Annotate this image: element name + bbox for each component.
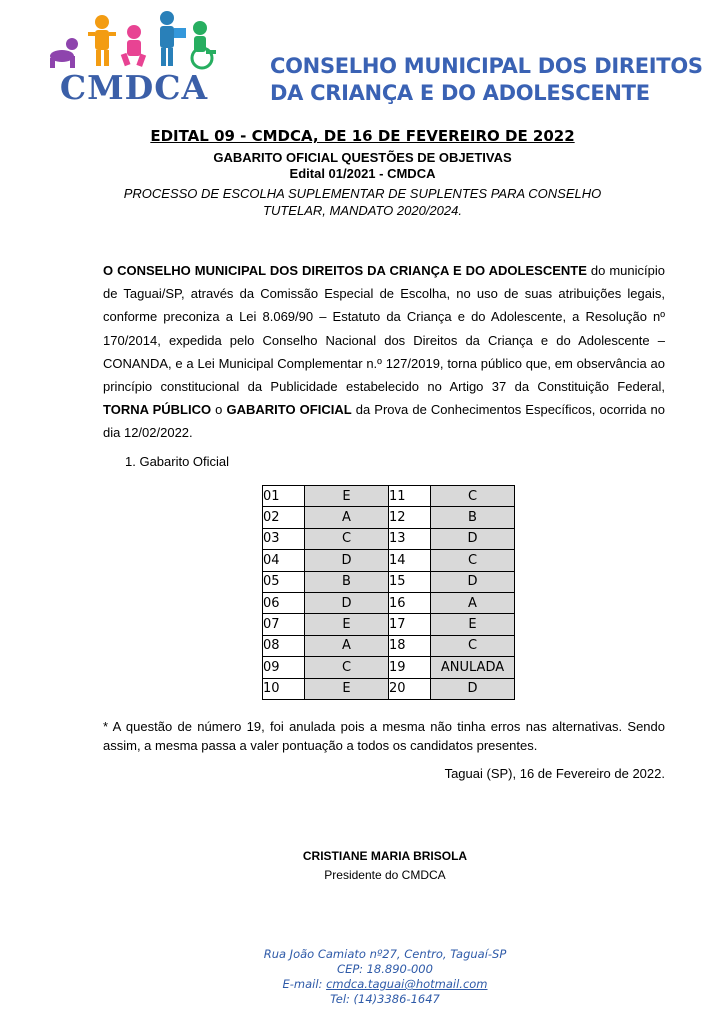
question-number: 14 [389,550,431,571]
answer-cell: C [305,528,389,549]
org-name-line1: CONSELHO MUNICIPAL DOS DIREITOS [270,54,703,78]
table-row [263,614,515,635]
question-number: 08 [263,635,305,656]
table-row [263,571,515,592]
question-number: 12 [389,507,431,528]
table-row [263,528,515,549]
question-number: 07 [263,614,305,635]
answer-cell: A [431,592,515,613]
process-description: PROCESSO DE ESCOLHA SUPLEMENTAR DE SUPLENTES PARA CONSELHO TUTELAR, MANDATO 2020/2024. [123,186,602,218]
body-text-part1: do município de Taguai/SP, através da Comissão Especial de Escolha, no uso de suas atribuições legais, conforme preconiza a Lei 8.069/90 – Estatuto da Criança e do Adolescente, a Resolução nº 170/2014, expedida pelo Conselho Nacional dos Direitos da Criança e do Adolescente – CONANDA, e a Lei Municipal Complementar n.º 127/2019, torna público que, em observância ao princípio constitucional da Publicidade estabelecido no Artigo 37 da Constituição Federal, [103,263,665,395]
question-number: 18 [389,635,431,656]
table-row [263,486,515,507]
answer-cell: E [305,486,389,507]
question-number: 20 [389,678,431,699]
question-number: 09 [263,657,305,678]
council-name-bold: O CONSELHO MUNICIPAL DOS DIREITOS DA CRIANÇA E DO ADOLESCENTE [103,263,587,278]
organization-name [270,53,710,107]
body-text-part2: o [211,402,227,418]
signer-role: Presidente do CMDCA [324,868,446,882]
question-number: 10 [263,678,305,699]
footer-address: Rua João Camiato nº27, Centro, Taguaí-SP [263,947,507,961]
footer-contact [0,947,725,1007]
answer-cell: B [305,571,389,592]
document-title: EDITAL 09 - CMDCA, DE 16 DE FEVEREIRO DE 2022 [150,127,575,145]
answer-cell: B [431,507,515,528]
answer-cell: D [305,550,389,571]
edital-reference: Edital 01/2021 - CMDCA [289,166,436,181]
answer-cell: D [431,678,515,699]
question-number: 04 [263,550,305,571]
footer-email-label: E-mail: [282,977,327,991]
table-row [263,657,515,678]
body-paragraph [103,259,665,445]
answer-cell: ANULADA [431,657,515,678]
question-number: 16 [389,592,431,613]
question-number: 17 [389,614,431,635]
table-row [263,678,515,699]
torna-publico-bold: TORNA PÚBLICO [103,402,212,418]
answer-cell: C [431,635,515,656]
question-number: 13 [389,528,431,549]
children-figures-icon [44,8,224,70]
place-and-date: Taguai (SP), 16 de Fevereiro de 2022. [444,766,665,781]
footer-email-link[interactable]: cmdca.taguai@hotmail.com [326,977,488,991]
gabarito-oficial-bold: GABARITO OFICIAL [226,402,352,418]
table-row [263,550,515,571]
answer-cell: D [431,571,515,592]
document-subtitle: GABARITO OFICIAL QUESTÕES DE OBJETIVAS [213,150,512,165]
question-number: 06 [263,592,305,613]
answer-key-table [262,485,515,700]
question-number: 05 [263,571,305,592]
answer-cell: E [431,614,515,635]
footer-email-line [0,977,725,992]
body-text-part3: da Prova de Conhecimentos Específicos, ocorrida no dia 12/02/2022. [103,402,665,441]
answer-cell: A [305,635,389,656]
footer-phone: Tel: (14)3386-1647 [330,992,440,1006]
cmdca-logo [44,8,224,107]
table-row [263,635,515,656]
question-number: 03 [263,528,305,549]
table-row [263,592,515,613]
answer-cell: E [305,614,389,635]
org-name-line2: DA CRIANÇA E DO ADOLESCENTE [270,81,650,105]
signer-name: CRISTIANE MARIA BRISOLA [302,849,468,863]
answer-cell: E [305,678,389,699]
question-number: 01 [263,486,305,507]
logo-text: CMDCA [59,68,209,107]
answer-cell: C [431,486,515,507]
answer-cell: C [305,657,389,678]
question-number: 19 [389,657,431,678]
answer-cell: D [305,592,389,613]
question-number: 02 [263,507,305,528]
answer-cell: A [305,507,389,528]
table-row [263,507,515,528]
footer-cep: CEP: 18.890-000 [337,962,433,976]
answer-cell: D [431,528,515,549]
annulment-note: * A questão de número 19, foi anulada pois a mesma não tinha erros nas alternativas. Sendo assim, a mesma passa a valer pontuação a todos os candidatos presentes. [103,719,665,753]
question-number: 11 [389,486,431,507]
list-item-gabarito: 1. Gabarito Oficial [125,454,230,469]
question-number: 15 [389,571,431,592]
answer-cell: C [431,550,515,571]
